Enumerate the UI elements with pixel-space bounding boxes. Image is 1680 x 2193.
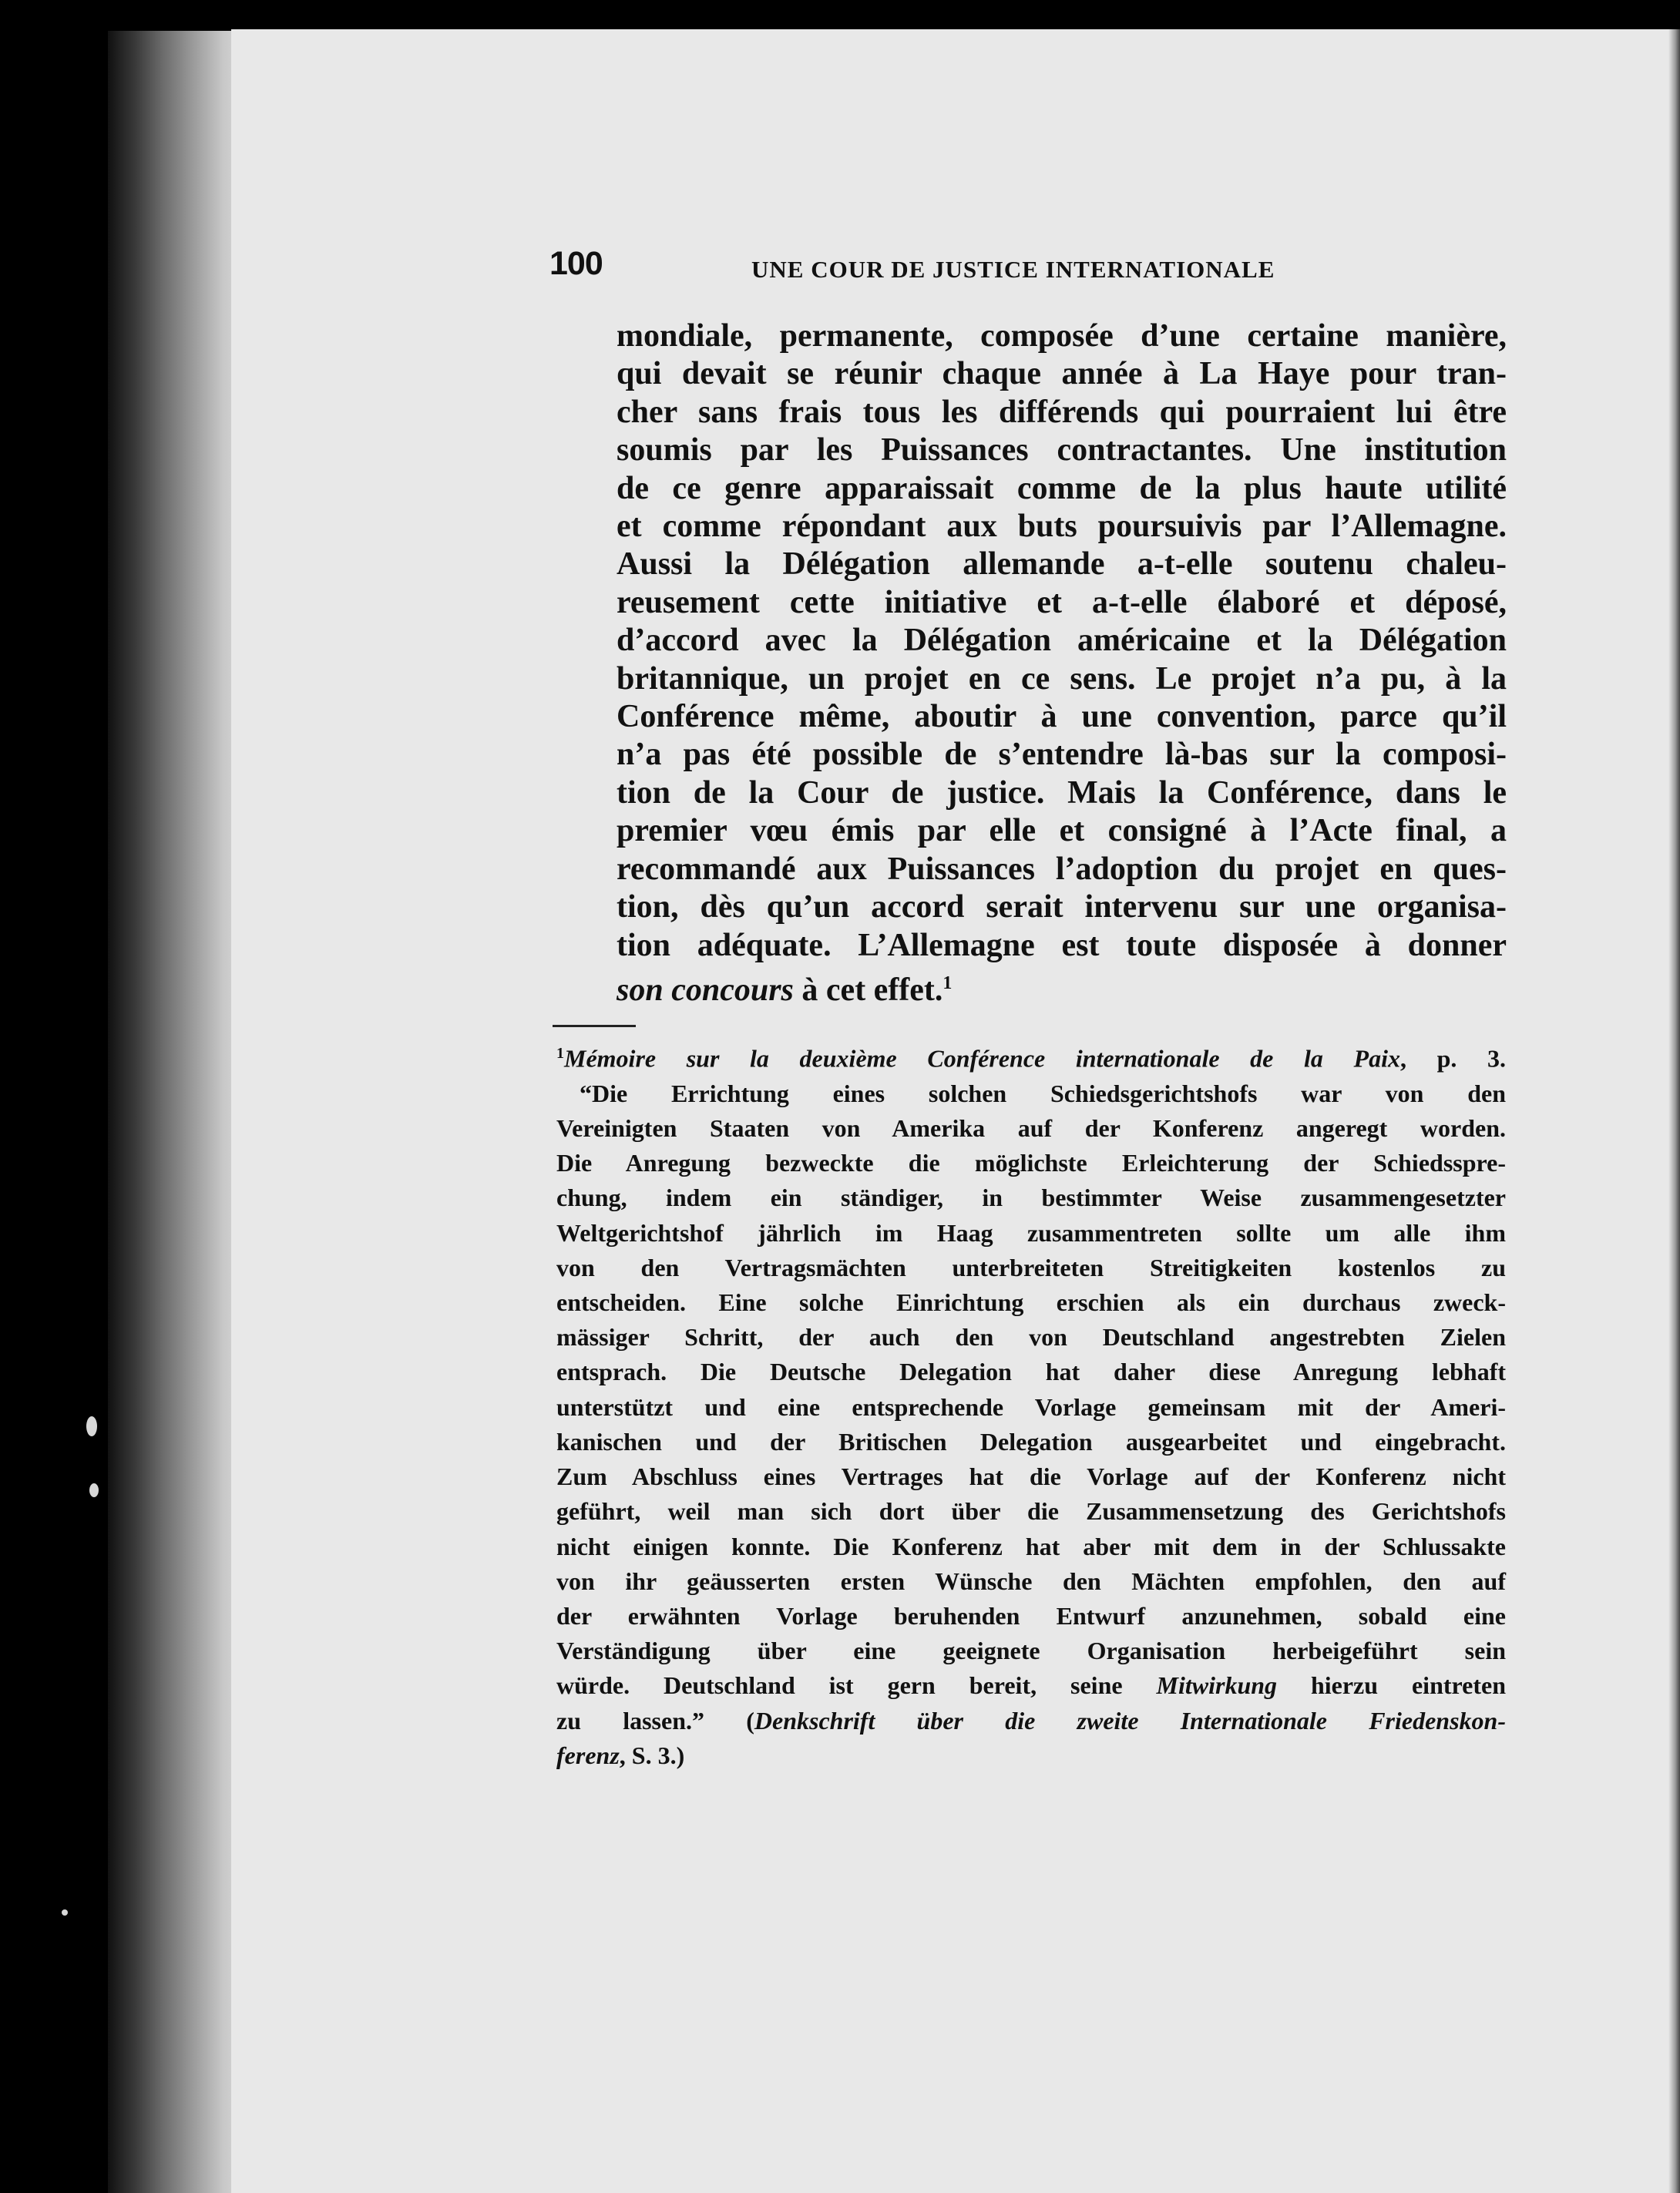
footnote-line: chung, indem ein ständiger, in bestimmter Weise zusammengesetzter — [556, 1184, 1506, 1212]
running-head — [549, 245, 1397, 291]
footnote-line: von den Vertragsmächten unterbreiteten Streitigkeiten kostenlos zu — [556, 1253, 1506, 1281]
body-line: tion de la Cour de justice. Mais la Conférence, dans le — [617, 774, 1507, 811]
footnote-line: Verständigung über eine geeignete Organisation herbeigeführt sein — [556, 1637, 1506, 1665]
body-line: recommandé aux Puissances l’adoption du projet en ques- — [617, 851, 1507, 887]
footnote-line: von ihr geäusserten ersten Wünsche den Mächten empfohlen, den auf — [556, 1567, 1506, 1595]
footnote-line: mässiger Schritt, der auch den von Deutschland angestrebten Zielen — [556, 1323, 1506, 1352]
footnote-italic: Denkschrift über die zweite Internationale Friedenskon- — [754, 1706, 1507, 1735]
footnote-mark: 1 — [556, 1045, 564, 1062]
footnote-line: Die Anregung bezweckte die möglichste Erleichterung der Schiedsspre- — [556, 1149, 1506, 1177]
footnote — [556, 1036, 1506, 1773]
body-italic-phrase: son concours — [617, 972, 794, 1008]
footnote-line: geführt, weil man sich dort über die Zusammensetzung des Gerichtshofs — [556, 1497, 1506, 1526]
body-line: d’accord avec la Délégation américaine et la Délégation — [617, 623, 1507, 659]
body-line: Conférence même, aboutir à une convention, parce qu’il — [617, 699, 1507, 735]
footnote-line: kanischen und der Britischen Delegation ausgearbeitet und eingebracht. — [556, 1427, 1506, 1456]
footnote-line-denkschrift — [556, 1704, 1506, 1738]
footnote-rule — [553, 1025, 636, 1027]
footnote-italic: Mitwirkung — [1156, 1671, 1278, 1700]
footnote-first-line — [556, 1036, 1506, 1076]
body-line: premier vœu émis par elle et consigné à l’Acte final, a — [617, 813, 1507, 849]
page-number: 100 — [549, 245, 603, 282]
margin-speck — [62, 1909, 68, 1916]
body-line: et comme répondant aux buts poursuivis par l’Allemagne. — [617, 509, 1507, 545]
body-line: Aussi la Délégation allemande a-t-elle soutenu chaleu- — [617, 546, 1507, 583]
page-right-edge — [1668, 29, 1680, 2193]
body-last-line-text: à cet effet. — [793, 972, 943, 1008]
footnote-title: Mémoire sur la deuxième Conférence internationale de la Paix — [564, 1044, 1400, 1073]
body-line: britannique, un projet en ce sens. Le projet n’a pu, à la — [617, 660, 1507, 697]
body-line: tion adéquate. L’Allemagne est toute disposée à donner — [617, 927, 1507, 963]
body-line: tion, dès qu’un accord serait intervenu sur une organisa- — [617, 889, 1507, 925]
margin-speck — [86, 1416, 97, 1436]
footnote-title-suffix: , p. 3. — [1399, 1044, 1507, 1073]
body-last-line — [617, 965, 1507, 1009]
body-line: n’a pas été possible de s’entendre là-bas sur la composi- — [617, 737, 1507, 773]
running-title: UNE COUR DE JUSTICE INTERNATIONALE — [751, 256, 1275, 283]
footnote-line: entsprach. Die Deutsche Delegation hat daher diese Anregung lebhaft — [556, 1358, 1506, 1386]
footnote-line-final — [556, 1738, 1506, 1773]
footnote-italic: ferenz — [556, 1741, 620, 1769]
footnote-text: zu lassen.” ( — [556, 1706, 754, 1735]
body-line: cher sans frais tous les différends qui pourraient lui être — [617, 394, 1507, 430]
margin-speck — [89, 1483, 99, 1497]
body-line: soumis par les Puissances contractantes. Une institution — [617, 432, 1507, 468]
footnote-line: “Die Errichtung eines solchen Schiedsgerichtshofs war von den — [580, 1079, 1506, 1107]
footnote-line: der erwähnten Vorlage beruhenden Entwurf anzunehmen, sobald eine — [556, 1601, 1506, 1630]
body-line: de ce genre apparaissait comme de la plus haute utilité — [617, 470, 1507, 506]
footnote-line: Weltgerichtshof jährlich im Haag zusammentreten sollte um alle ihm — [556, 1218, 1506, 1247]
footnote-line-mitwirkung — [556, 1668, 1506, 1703]
footnote-reference: 1 — [942, 972, 953, 993]
footnote-line: Zum Abschluss eines Vertrages hat die Vorlage auf der Konferenz nicht — [556, 1463, 1506, 1491]
footnote-text: , S. 3.) — [619, 1741, 685, 1769]
body-line: reusement cette initiative et a-t-elle élaboré et déposé, — [617, 584, 1507, 620]
footnote-text: würde. Deutschland ist gern bereit, seine — [556, 1671, 1157, 1700]
body-line: mondiale, permanente, composée d’une certaine manière, — [617, 318, 1507, 354]
footnote-line: unterstützt und eine entsprechende Vorlage gemeinsam mit der Ameri- — [556, 1392, 1506, 1421]
footnote-text: hierzu eintreten — [1277, 1671, 1507, 1700]
main-paragraph — [617, 317, 1507, 1009]
footnote-line: entscheiden. Eine solche Einrichtung erschien als ein durchaus zweck- — [556, 1288, 1506, 1317]
footnote-line: Vereinigten Staaten von Amerika auf der Konferenz angeregt worden. — [556, 1114, 1506, 1143]
footnote-line: nicht einigen konnte. Die Konferenz hat aber mit dem in der Schlussakte — [556, 1532, 1506, 1560]
body-line: qui devait se réunir chaque année à La Haye pour tran- — [617, 356, 1507, 392]
